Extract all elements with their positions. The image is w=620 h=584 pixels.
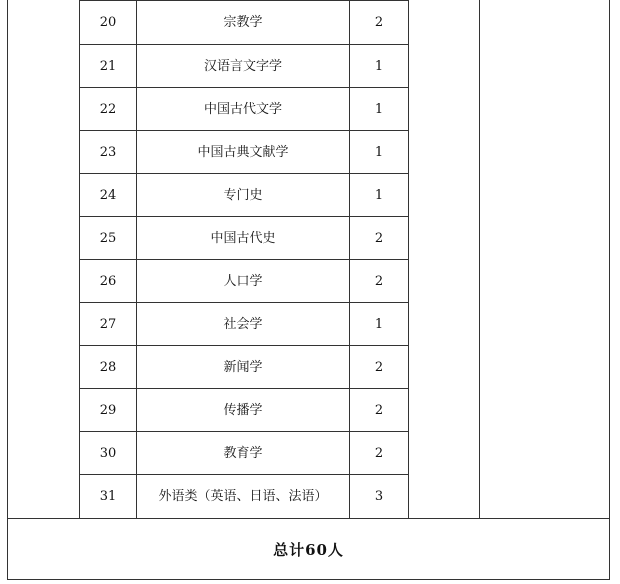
table-row-22-major: 中国古代文学 xyxy=(203,101,282,117)
total-summary: 总计60人 xyxy=(273,540,344,559)
table-row-31-count: 3 xyxy=(374,489,384,504)
table-row-20-major: 宗教学 xyxy=(223,15,263,30)
table-row-25-major: 中国古代史 xyxy=(210,230,276,246)
table-row-31-no: 31 xyxy=(99,489,117,504)
table-row-23-major: 中国古典文献学 xyxy=(197,144,289,160)
table-row-27-count: 1 xyxy=(374,316,384,332)
table-row-20-no: 20 xyxy=(99,15,117,30)
table-row-24-major: 专门史 xyxy=(223,187,263,203)
table-row-22-count: 1 xyxy=(374,101,384,117)
table-row-27-no: 27 xyxy=(99,316,117,332)
table-row-28-major: 新闻学 xyxy=(223,359,263,375)
table-row-28-count: 2 xyxy=(374,359,384,375)
table-row-30-no: 30 xyxy=(99,445,117,461)
table-row-29-major: 传播学 xyxy=(223,402,263,418)
table-row-31-major: 外语类（英语、日语、法语） xyxy=(158,489,328,504)
table-row-27-major: 社会学 xyxy=(223,316,263,332)
table-row-25-no: 25 xyxy=(99,230,117,246)
table-row-24-count: 1 xyxy=(374,187,384,203)
table-row-30-major: 教育学 xyxy=(223,445,263,461)
table-row-29-no: 29 xyxy=(99,402,117,418)
table-row-20-count: 2 xyxy=(374,15,384,30)
table-row-23-no: 23 xyxy=(99,144,117,160)
table-row-25-count: 2 xyxy=(374,230,384,246)
table-row-26-major: 人口学 xyxy=(223,273,263,289)
table-row-29-count: 2 xyxy=(374,402,384,418)
table-row-22-no: 22 xyxy=(99,101,117,117)
table-row-21-count: 1 xyxy=(374,58,384,74)
table-row-21-no: 21 xyxy=(99,58,117,74)
table-row-28-no: 28 xyxy=(99,359,117,375)
table-row-26-count: 2 xyxy=(374,273,384,289)
table-row-24-no: 24 xyxy=(99,187,117,203)
table-row-30-count: 2 xyxy=(374,445,384,461)
col-line-5 xyxy=(479,0,480,518)
table-row-23-count: 1 xyxy=(374,144,384,160)
table-row-21-major: 汉语言文字学 xyxy=(203,58,282,74)
table-row-26-no: 26 xyxy=(99,273,117,289)
